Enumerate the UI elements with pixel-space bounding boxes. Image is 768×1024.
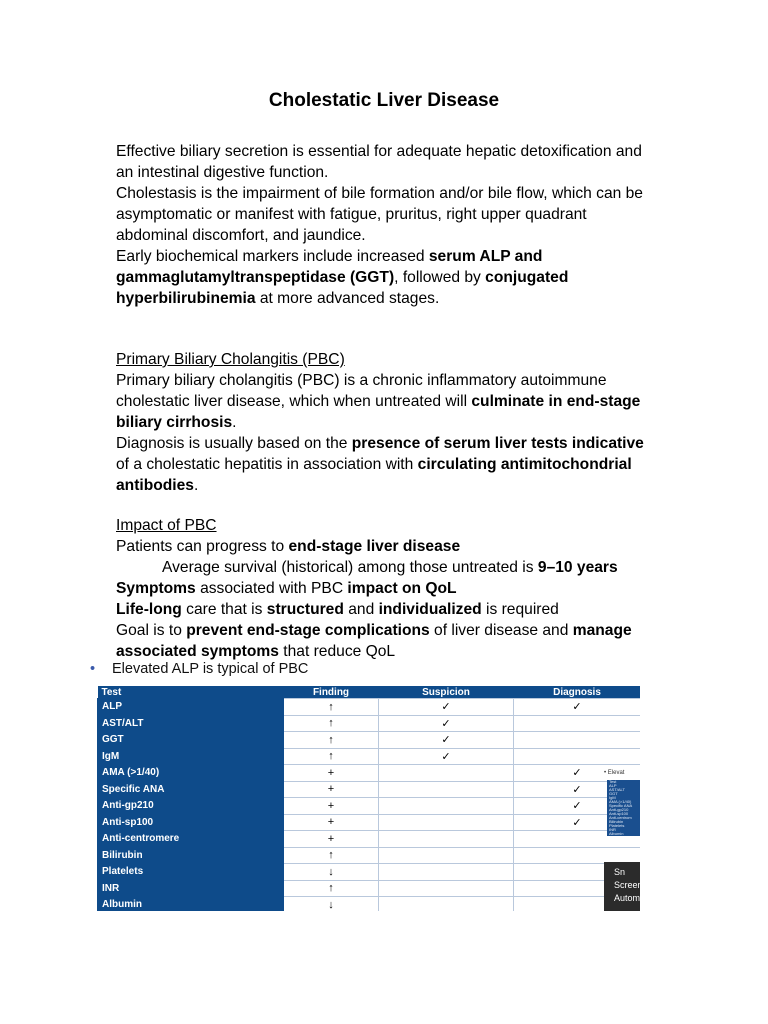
screenshot-overlay <box>604 770 643 911</box>
finding-cell: + <box>284 798 379 815</box>
column-header: Finding <box>284 686 379 699</box>
impact-line-5 <box>116 620 661 662</box>
text-run: , followed by <box>394 269 486 286</box>
test-cell: AST/ALT <box>98 715 284 732</box>
page-title: Cholestatic Liver Disease <box>268 90 500 111</box>
bullet-icon: • <box>90 661 96 677</box>
overlay-mini-row: Anti-centrom <box>609 815 632 820</box>
bold-run: manage associated symptoms <box>116 622 632 660</box>
overlay-mini-row: INR <box>609 827 616 832</box>
diagnosis-cell <box>514 732 641 749</box>
finding-cell: + <box>284 781 379 798</box>
table-row <box>98 699 641 716</box>
finding-cell: ↓ <box>284 864 379 881</box>
test-cell: AMA (>1/40) <box>98 765 284 782</box>
overlay-mini-row: Albumin <box>609 831 624 836</box>
pbc-sentence-2 <box>116 433 661 496</box>
suspicion-cell <box>379 798 514 815</box>
text-run: Average survival (historical) among those untreated is <box>162 559 538 576</box>
intro-paragraph <box>116 141 661 309</box>
overlay-caption-text: Elevat <box>607 770 625 776</box>
table-row <box>98 864 641 881</box>
test-cell: Anti-centromere <box>98 831 284 848</box>
text-run: associated with PBC <box>195 580 348 597</box>
bold-run: serum ALP and gammaglutamyltranspeptidase (GGT) <box>116 248 543 286</box>
bold-run: Life-long <box>116 601 182 618</box>
column-header: Suspicion <box>379 686 514 699</box>
impact-section <box>116 515 661 662</box>
bold-run: circulating antimitochondrial antibodies <box>116 456 632 494</box>
suspicion-cell <box>379 847 514 864</box>
test-cell: Bilirubin <box>98 847 284 864</box>
test-table-image <box>97 686 643 911</box>
suspicion-cell <box>379 897 514 912</box>
overlay-dark-panel <box>604 862 643 911</box>
text-run: Early biochemical markers include increased <box>116 248 429 265</box>
table-row <box>98 831 641 848</box>
impact-line-2 <box>116 557 661 578</box>
diagnosis-cell <box>514 715 641 732</box>
impact-line-4 <box>116 599 661 620</box>
diagnosis-cell: ✓ <box>514 814 641 831</box>
bold-run: structured <box>266 601 344 618</box>
table-header-row <box>98 686 641 699</box>
suspicion-cell <box>379 781 514 798</box>
suspicion-cell <box>379 814 514 831</box>
text-run: at more advanced stages. <box>255 290 440 307</box>
bold-run: individualized <box>378 601 482 618</box>
test-cell: Anti-gp210 <box>98 798 284 815</box>
text-run: of liver disease and <box>429 622 573 639</box>
overlay-mini-row: GGT <box>609 791 618 796</box>
test-table <box>97 686 643 911</box>
table-row <box>98 847 641 864</box>
test-cell: Platelets <box>98 864 284 881</box>
finding-cell: ↑ <box>284 748 379 765</box>
finding-cell: ↑ <box>284 847 379 864</box>
bold-run: Symptoms <box>116 580 196 597</box>
table-row <box>98 880 641 897</box>
overlay-mini-row: Anti-gp210 <box>609 807 629 812</box>
overlay-mini-row: Anti-sp100 <box>609 811 629 816</box>
text-run: that reduce QoL <box>278 643 396 660</box>
text-run: Goal is to <box>116 622 187 639</box>
overlay-mini-row: AMA (>1/40) <box>609 799 632 804</box>
finding-cell: ↑ <box>284 880 379 897</box>
text-run: care that is <box>181 601 267 618</box>
test-cell: Specific ANA <box>98 781 284 798</box>
test-cell: Albumin <box>98 897 284 912</box>
pbc-section <box>116 349 661 496</box>
suspicion-cell: ✓ <box>379 748 514 765</box>
test-cell: ALP <box>98 699 284 716</box>
text-run: Primary biliary cholangitis (PBC) is a chronic inflammatory autoimmune cholestatic liver disease, which when untreated will <box>116 372 607 410</box>
finding-cell: ↑ <box>284 715 379 732</box>
table-row <box>98 798 641 815</box>
suspicion-cell <box>379 864 514 881</box>
impact-line-1 <box>116 536 661 557</box>
table-row <box>98 732 641 749</box>
intro-sentence-2: Cholestasis is the impairment of bile formation and/or bile flow, which can be asymptomatic or manifest with fatigue, pruritus, right upper quadrant abdominal discomfort, and jaundice. <box>116 185 643 244</box>
suspicion-cell <box>379 831 514 848</box>
overlay-dark-line: Autom <box>614 893 641 903</box>
impact-heading: Impact of PBC <box>116 517 217 534</box>
finding-cell: + <box>284 831 379 848</box>
finding-cell: ↓ <box>284 897 379 912</box>
text-run: Diagnosis is usually based on the <box>116 435 352 452</box>
column-header: Diagnosis <box>514 686 641 699</box>
test-cell: INR <box>98 880 284 897</box>
diagnosis-cell: ✓ <box>514 765 641 782</box>
finding-cell: ↑ <box>284 732 379 749</box>
diagnosis-cell: ✓ <box>514 781 641 798</box>
table-row <box>98 814 641 831</box>
intro-sentence-1: Effective biliary secretion is essential for adequate hepatic detoxification and an intestinal digestive function. <box>116 143 642 181</box>
diagnosis-cell <box>514 748 641 765</box>
text-run: . <box>193 477 199 494</box>
suspicion-cell: ✓ <box>379 699 514 716</box>
diagnosis-cell: ✓ <box>514 798 641 815</box>
suspicion-cell <box>379 880 514 897</box>
bold-run: impact on QoL <box>347 580 457 597</box>
bold-run: presence of serum liver tests indicative <box>351 435 644 452</box>
finding-cell: + <box>284 814 379 831</box>
text-run: is required <box>481 601 559 618</box>
test-cell: Anti-sp100 <box>98 814 284 831</box>
overlay-mini-row: Bilirubin <box>609 819 624 824</box>
overlay-mini-row: Test <box>609 779 617 784</box>
table-row <box>98 765 641 782</box>
bullet-item <box>90 661 308 677</box>
text-run: . <box>232 414 237 431</box>
overlay-mini-row: IgM <box>609 795 616 800</box>
overlay-dark-line: Sn <box>614 867 626 877</box>
finding-cell: + <box>284 765 379 782</box>
pbc-sentence-1 <box>116 370 661 433</box>
suspicion-cell: ✓ <box>379 732 514 749</box>
test-cell: IgM <box>98 748 284 765</box>
text-run: and <box>343 601 379 618</box>
overlay-dark-line: Screen <box>614 880 643 890</box>
bold-run: 9–10 years <box>537 559 618 576</box>
test-cell: GGT <box>98 732 284 749</box>
table-row <box>98 748 641 765</box>
bold-run: culminate in end-stage biliary cirrhosis <box>116 393 641 431</box>
bold-run: prevent end-stage complications <box>186 622 430 639</box>
table-row <box>98 715 641 732</box>
bold-run: end-stage liver disease <box>288 538 461 555</box>
finding-cell: ↑ <box>284 699 379 716</box>
column-header: Test <box>98 686 284 699</box>
table-row <box>98 897 641 912</box>
overlay-mini-row: Specific ANA <box>609 803 633 808</box>
text-run: Patients can progress to <box>116 538 289 555</box>
impact-line-3 <box>116 578 661 599</box>
diagnosis-cell: ✓ <box>514 699 641 716</box>
intro-sentence-3 <box>116 246 661 309</box>
table-row <box>98 781 641 798</box>
overlay-mini-row: ALP <box>609 783 617 788</box>
text-run: of a cholestatic hepatitis in association with <box>116 456 418 473</box>
suspicion-cell: ✓ <box>379 715 514 732</box>
bold-run: conjugated hyperbilirubinemia <box>116 269 569 307</box>
overlay-mini-table <box>607 780 640 836</box>
suspicion-cell <box>379 765 514 782</box>
bullet-icon: • <box>604 770 607 776</box>
overlay-mini-row: Platelets <box>609 823 625 828</box>
pbc-heading: Primary Biliary Cholangitis (PBC) <box>116 351 345 368</box>
overlay-mini-row: AST/ALT <box>609 787 625 792</box>
bullet-text: Elevated ALP is typical of PBC <box>112 661 309 677</box>
